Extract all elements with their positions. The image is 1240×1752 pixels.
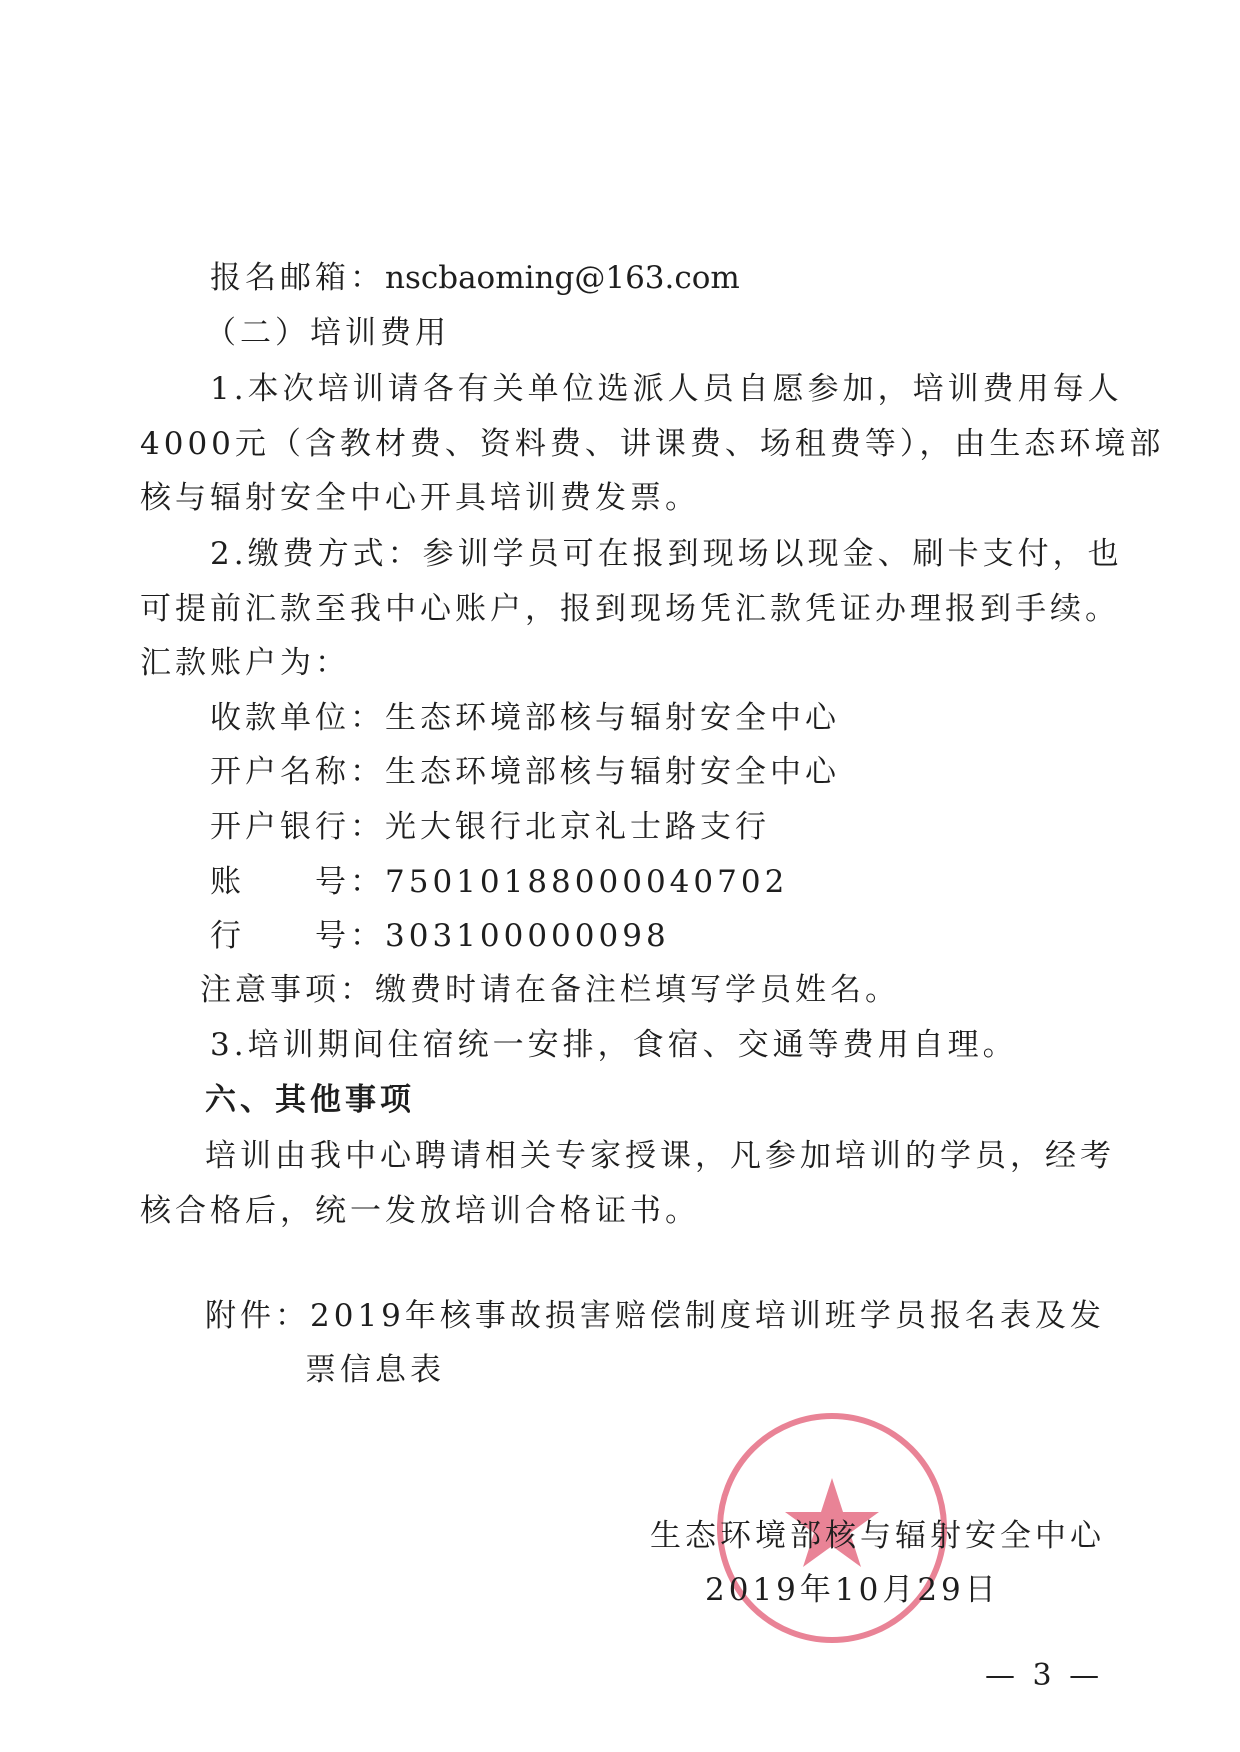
signature-date: 2019年10月29日 bbox=[705, 1572, 1000, 1608]
attachment-line-a bbox=[205, 1296, 1105, 1336]
fee1-line-c: 核与辐射安全中心开具培训费发票。 bbox=[140, 480, 700, 516]
section6-line-a: 培训由我中心聘请相关专家授课，凡参加培训的学员，经考 bbox=[205, 1138, 1115, 1174]
bank-number-line bbox=[210, 916, 670, 956]
email-value: nscbaoming@163.com bbox=[385, 260, 740, 296]
bank-number-value: 303100000098 bbox=[385, 918, 670, 954]
attachment-line-b: 票信息表 bbox=[305, 1352, 445, 1388]
fee2-line-b: 可提前汇款至我中心账户，报到现场凭汇款凭证办理报到手续。 bbox=[140, 591, 1120, 627]
account-name-label: 开户名称： bbox=[210, 754, 385, 790]
fee2-line-c: 汇款账户为： bbox=[140, 645, 350, 681]
bank-label: 开户银行： bbox=[210, 809, 385, 845]
attachment-label: 附件： bbox=[205, 1298, 310, 1334]
fees-heading: （二）培训费用 bbox=[205, 315, 450, 351]
email-line bbox=[210, 258, 740, 298]
payee-line bbox=[210, 698, 840, 738]
page-number: — 3 — bbox=[985, 1658, 1104, 1693]
bank-number-label-1: 行 bbox=[210, 918, 245, 954]
account-number-label-2: 号： bbox=[315, 864, 385, 900]
account-number-label-1: 账 bbox=[210, 864, 245, 900]
payee-label: 收款单位： bbox=[210, 700, 385, 736]
fee1-line-a: 1.本次培训请各有关单位选派人员自愿参加，培训费用每人 bbox=[210, 371, 1123, 407]
fee1-line-b: 4000元（含教材费、资料费、讲课费、场租费等），由生态环境部 bbox=[140, 426, 1165, 462]
signature-org: 生态环境部核与辐射安全中心 bbox=[650, 1518, 1105, 1554]
fee2-line-a: 2.缴费方式：参训学员可在报到现场以现金、刷卡支付，也 bbox=[210, 536, 1123, 572]
bank-line bbox=[210, 807, 770, 847]
section6-line-b: 核合格后，统一发放培训合格证书。 bbox=[140, 1193, 700, 1229]
account-name-line bbox=[210, 752, 840, 792]
payment-note: 注意事项：缴费时请在备注栏填写学员姓名。 bbox=[200, 972, 900, 1008]
payee-value: 生态环境部核与辐射安全中心 bbox=[385, 700, 840, 736]
bank-number-label-2: 号： bbox=[315, 918, 385, 954]
bank-value: 光大银行北京礼士路支行 bbox=[385, 809, 770, 845]
attachment-text-a: 2019年核事故损害赔偿制度培训班学员报名表及发 bbox=[310, 1298, 1105, 1334]
account-number-line bbox=[210, 862, 788, 902]
email-label: 报名邮箱： bbox=[210, 260, 385, 296]
account-name-value: 生态环境部核与辐射安全中心 bbox=[385, 754, 840, 790]
account-number-value: 75010188000040702 bbox=[385, 864, 789, 900]
fee3-line: 3.培训期间住宿统一安排，食宿、交通等费用自理。 bbox=[210, 1027, 1018, 1063]
section6-heading: 六、其他事项 bbox=[205, 1082, 415, 1118]
